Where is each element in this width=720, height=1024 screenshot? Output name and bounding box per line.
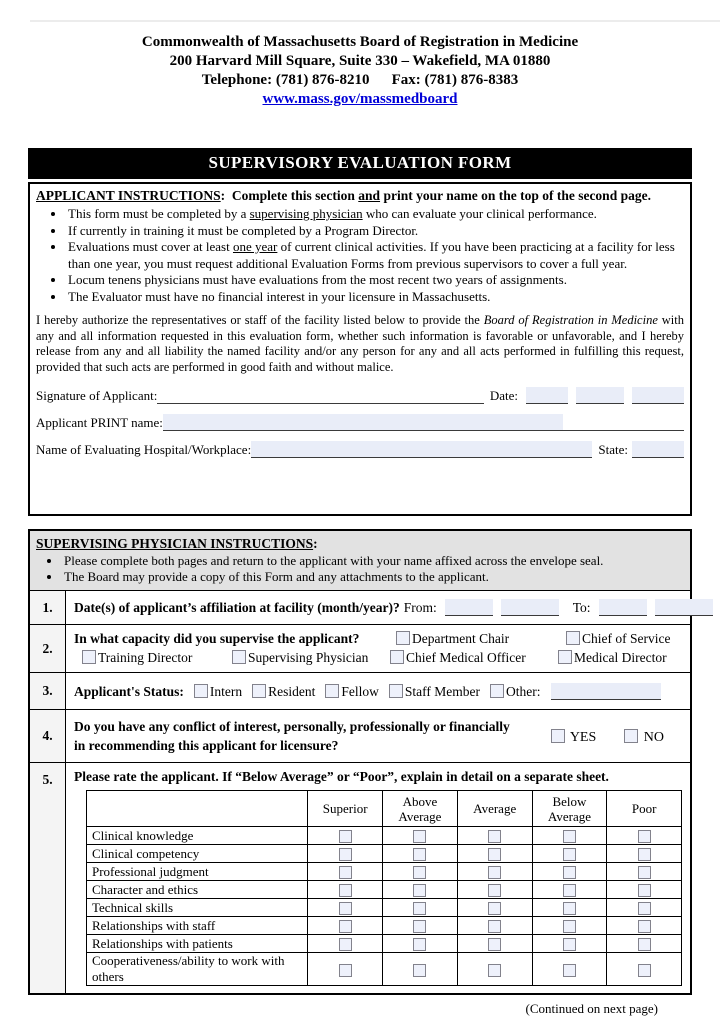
rating-cell [308,953,383,986]
rating-checkbox-character-and-ethics-average[interactable] [488,884,501,897]
signature-input[interactable] [157,387,484,404]
rating-cell [532,935,607,953]
question-row-1 [30,591,690,624]
rating-cell [607,899,682,917]
rating-checkbox-clinical-knowledge-superior[interactable] [339,830,352,843]
rating-checkbox-relationships-with-patients-below-average[interactable] [563,938,576,951]
checkbox-resident[interactable] [252,684,266,698]
rating-checkbox-technical-skills-above-average[interactable] [413,902,426,915]
letterhead-address: 200 Harvard Mill Square, Suite 330 – Wakefield, MA 01880 [169,53,551,69]
capacity-options-line2 [82,650,682,666]
print-name-label: Applicant PRINT name: [36,415,163,430]
rating-checkbox-relationships-with-staff-poor[interactable] [638,920,651,933]
letterhead-org-name: Commonwealth of Massachusetts Board of Registration in Medicine [141,34,579,50]
rating-checkbox-relationships-with-patients-superior[interactable] [339,938,352,951]
rating-table-body [87,827,682,986]
other-label: Other: [506,684,541,699]
applicant-instructions-section [28,182,692,516]
rating-column-poor: Poor [607,791,682,827]
rating-checkbox-clinical-competency-above-average[interactable] [413,848,426,861]
rating-cell [457,935,532,953]
rating-checkbox-character-and-ethics-below-average[interactable] [563,884,576,897]
status-intern-label: Intern [209,684,243,699]
rating-checkbox-professional-judgment-above-average[interactable] [413,866,426,879]
applicant-instructions-heading: APPLICANT INSTRUCTIONS: Complete this section and print your name on the top of the second page. [36,188,651,203]
status-staff-member-option [389,684,480,700]
rating-checkbox-relationships-with-patients-above-average[interactable] [413,938,426,951]
rating-cell [532,953,607,986]
rating-cell [607,845,682,863]
criterion-label: Clinical competency [87,845,308,863]
checkbox-no[interactable] [624,729,638,743]
criterion-label: Clinical knowledge [87,827,308,845]
question-1-number: 1. [30,591,66,624]
rating-cell [383,863,458,881]
rating-row-character-and-ethics [87,881,682,899]
workplace-row [36,441,684,458]
to-year-input[interactable] [655,599,713,616]
page-top-edge [30,20,720,22]
question-3-text: Applicant's Status: [74,684,184,699]
question-row-3 [30,672,690,709]
instruction-bullet: • The Evaluator must have no financial interest in your licensure in Massachusetts. [66,289,684,306]
criterion-label: Cooperativeness/ability to work with others [87,953,308,986]
rating-cell [308,827,383,845]
rating-checkbox-professional-judgment-poor[interactable] [638,866,651,879]
form-body [28,148,692,1017]
rating-checkbox-cooperativeness-ability-to-work-with-others-poor[interactable] [638,964,651,977]
rating-cell [383,899,458,917]
no-label: NO [643,729,664,745]
rating-column-above-average: Above Average [383,791,458,827]
conflict-no-option [624,729,664,746]
question-2-text: In what capacity did you supervise the applicant? [74,631,360,646]
rating-row-relationships-with-patients [87,935,682,953]
letterhead-phone: Telephone: (781) 876-8210 [201,72,370,88]
question-3-number: 3. [30,673,66,709]
date-year-input[interactable] [632,387,684,404]
rating-checkbox-technical-skills-average[interactable] [488,902,501,915]
rating-cell [308,899,383,917]
rating-checkbox-character-and-ethics-superior[interactable] [339,884,352,897]
rating-table-header [87,791,682,827]
rating-cell [607,863,682,881]
criterion-label: Character and ethics [87,881,308,899]
capacity-training-director-option [82,650,232,666]
rating-checkbox-cooperativeness-ability-to-work-with-others-below-average[interactable] [563,964,576,977]
capacity-chief-medical-officer-label: Chief Medical Officer [406,650,526,665]
rating-checkbox-relationships-with-patients-poor[interactable] [638,938,651,951]
rating-header-row [87,791,682,827]
rating-cell [532,899,607,917]
other-input[interactable] [551,683,661,700]
rating-checkbox-relationships-with-patients-average[interactable] [488,938,501,951]
form-title-bar: SUPERVISORY EVALUATION FORM [28,148,692,179]
capacity-supervising-physician-label: Supervising Physician [248,650,369,665]
conflict-yes-option [551,729,596,746]
supervising-instructions-header [30,531,690,591]
checkbox-fellow[interactable] [325,684,339,698]
yes-label: YES [569,729,597,745]
rating-checkbox-clinical-competency-superior[interactable] [339,848,352,861]
rating-checkbox-clinical-knowledge-average[interactable] [488,830,501,843]
question-4-line1: Do you have any conflict of interest, personally, professionally or financially [74,719,510,734]
rating-checkbox-clinical-knowledge-below-average[interactable] [563,830,576,843]
rating-cell [607,881,682,899]
rating-row-cooperativeness-ability-to-work-with-others [87,953,682,986]
rating-checkbox-clinical-knowledge-above-average[interactable] [413,830,426,843]
supervising-instructions-heading: SUPERVISING PHYSICIAN INSTRUCTIONS: [36,536,318,551]
website-link[interactable]: www.mass.gov/massmedboard [262,91,458,107]
rating-checkbox-relationships-with-staff-below-average[interactable] [563,920,576,933]
rating-cell [308,881,383,899]
capacity-medical-director-label: Medical Director [574,650,667,665]
rating-cell [532,827,607,845]
rating-cell [308,917,383,935]
rating-cell [457,881,532,899]
rating-checkbox-professional-judgment-superior[interactable] [339,866,352,879]
rating-row-relationships-with-staff [87,917,682,935]
capacity-options-line1b [566,631,682,647]
rating-cell [532,881,607,899]
rating-cell [457,845,532,863]
question-4-line2: in recommending this applicant for licensure? [74,738,339,753]
supervising-physician-section [28,529,692,995]
capacity-chief-medical-officer-option [390,650,558,666]
continued-note: (Continued on next page) [525,1001,658,1016]
status-options [194,684,480,700]
print-name-line[interactable] [563,414,684,431]
rating-column-superior: Superior [308,791,383,827]
rating-cell [383,827,458,845]
rating-checkbox-character-and-ethics-poor[interactable] [638,884,651,897]
instruction-bullet: • Please complete both pages and return to the applicant with your name affixed across the envelope seal. [62,553,684,569]
status-resident-option [252,684,315,700]
rating-row-technical-skills [87,899,682,917]
question-1-text: Date(s) of applicant’s affiliation at facility (month/year)? [74,600,400,615]
from-year-input[interactable] [501,599,559,616]
question-4-number: 4. [30,710,66,762]
rating-cell [308,935,383,953]
rating-cell [532,845,607,863]
capacity-chief-of-service-option [566,631,670,646]
rating-cell [457,917,532,935]
rating-checkbox-clinical-knowledge-poor[interactable] [638,830,651,843]
capacity-options-line1 [396,631,566,647]
rating-cell [607,827,682,845]
rating-cell [457,863,532,881]
rating-checkbox-character-and-ethics-above-average[interactable] [413,884,426,897]
rating-cell [457,899,532,917]
rating-table [86,790,682,986]
rating-cell [607,935,682,953]
workplace-label: Name of Evaluating Hospital/Workplace: [36,442,252,457]
status-option-other [490,684,541,700]
date-month-input[interactable] [526,387,568,404]
checkbox-chief-medical-officer[interactable] [390,650,404,664]
rating-checkbox-relationships-with-staff-average[interactable] [488,920,501,933]
rating-cell [607,917,682,935]
rating-checkbox-relationships-with-staff-superior[interactable] [339,920,352,933]
rating-cell [383,881,458,899]
state-input[interactable] [632,441,684,458]
checkbox-staff-member[interactable] [389,684,403,698]
checkbox-other[interactable] [490,684,504,698]
question-5-text: Please rate the applicant. If “Below Average” or “Poor”, explain in detail on a separate sheet. [74,769,609,784]
rating-cell [308,863,383,881]
rating-checkbox-technical-skills-below-average[interactable] [563,902,576,915]
rating-cell [532,863,607,881]
rating-cell [383,845,458,863]
underlined-phrase: supervising physician [249,206,363,221]
rating-checkbox-professional-judgment-below-average[interactable] [563,866,576,879]
applicant-bullets [36,206,684,305]
signature-row [36,387,684,404]
checkbox-yes[interactable] [551,729,565,743]
capacity-chief-of-service-label: Chief of Service [582,631,671,646]
criterion-label: Technical skills [87,899,308,917]
rating-cell [383,953,458,986]
rating-column-average: Average [457,791,532,827]
rating-checkbox-clinical-competency-poor[interactable] [638,848,651,861]
from-month-input[interactable] [445,599,493,616]
criterion-label: Relationships with patients [87,935,308,953]
rating-checkbox-cooperativeness-ability-to-work-with-others-average[interactable] [488,964,501,977]
status-fellow-option [325,684,379,700]
instruction-bullet: • If currently in training it must be completed by a Program Director. [66,223,684,240]
capacity-department-chair-option [396,631,509,646]
question-row-5 [30,762,690,993]
instruction-bullet: • Locum tenens physicians must have evaluations from the most recent two years of assignments. [66,272,684,289]
print-name-row [36,414,684,431]
rating-criteria-header [87,791,308,827]
question-row-4 [30,709,690,762]
checkbox-chief-of-service[interactable] [566,631,580,645]
to-month-input[interactable] [599,599,647,616]
rating-column-below-average: Below Average [532,791,607,827]
rating-cell [457,827,532,845]
rating-cell [532,917,607,935]
status-fellow-label: Fellow [341,684,379,699]
rating-row-clinical-knowledge [87,827,682,845]
rating-cell [457,953,532,986]
letterhead-phone-fax [0,71,720,90]
workplace-input[interactable] [251,441,592,458]
instruction-bullet: • Evaluations must cover at least one year of current clinical activities. If you have been practicing at a facility for less than one year, you must request additional Evaluation Forms from previous supervisors to cover a full year. [66,239,684,272]
checkbox-supervising-physician[interactable] [232,650,246,664]
capacity-department-chair-label: Department Chair [412,631,510,646]
checkbox-medical-director[interactable] [558,650,572,664]
instruction-bullet: • The Board may provide a copy of this Form and any attachments to the applicant. [62,569,684,585]
underlined-phrase: one year [232,239,278,254]
state-label: State: [598,442,628,457]
status-intern-option [194,684,242,700]
rating-checkbox-clinical-competency-below-average[interactable] [563,848,576,861]
rating-checkbox-cooperativeness-ability-to-work-with-others-above-average[interactable] [413,964,426,977]
letterhead [0,0,720,109]
letterhead-fax: Fax: (781) 876-8383 [391,72,519,88]
checkbox-training-director[interactable] [82,650,96,664]
rating-row-clinical-competency [87,845,682,863]
status-staff-member-label: Staff Member [404,684,481,699]
question-row-2 [30,624,690,672]
checkbox-department-chair[interactable] [396,631,410,645]
rating-checkbox-technical-skills-poor[interactable] [638,902,651,915]
date-label: Date: [489,388,518,403]
instruction-bullet: • This form must be completed by a supervising physician who can evaluate your clinical performance. [66,206,684,223]
rating-cell [383,917,458,935]
print-name-input[interactable] [163,414,563,431]
applicant-section-spacer [36,468,684,514]
rating-checkbox-relationships-with-staff-above-average[interactable] [413,920,426,933]
rating-checkbox-cooperativeness-ability-to-work-with-others-superior[interactable] [339,964,352,977]
rating-checkbox-professional-judgment-average[interactable] [488,866,501,879]
checkbox-intern[interactable] [194,684,208,698]
rating-checkbox-clinical-competency-average[interactable] [488,848,501,861]
rating-cell [383,935,458,953]
capacity-medical-director-option [558,650,682,666]
rating-cell [308,845,383,863]
to-label: To: [572,600,591,615]
rating-checkbox-technical-skills-superior[interactable] [339,902,352,915]
date-day-input[interactable] [576,387,624,404]
rating-cell [607,953,682,986]
signature-label: Signature of Applicant: [36,388,158,403]
criterion-label: Professional judgment [87,863,308,881]
authorization-paragraph: I hereby authorize the representatives or staff of the facility listed below to provide the Board of Registration in Medicine with any and all information requested in this evaluation form, whether such information is favorable or unfavorable, and I hereby release from any and all liability the named facility and/or any person for any and all acts performed in fulfilling this request, provided that such acts are performed in good faith and without malice. [36,313,684,374]
supervising-bullets [36,553,684,585]
status-resident-label: Resident [268,684,316,699]
from-label: From: [403,600,437,615]
criterion-label: Relationships with staff [87,917,308,935]
rating-row-professional-judgment [87,863,682,881]
question-5-number: 5. [30,763,66,993]
question-2-number: 2. [30,625,66,672]
capacity-supervising-physician-option [232,650,390,666]
capacity-training-director-label: Training Director [98,650,193,665]
